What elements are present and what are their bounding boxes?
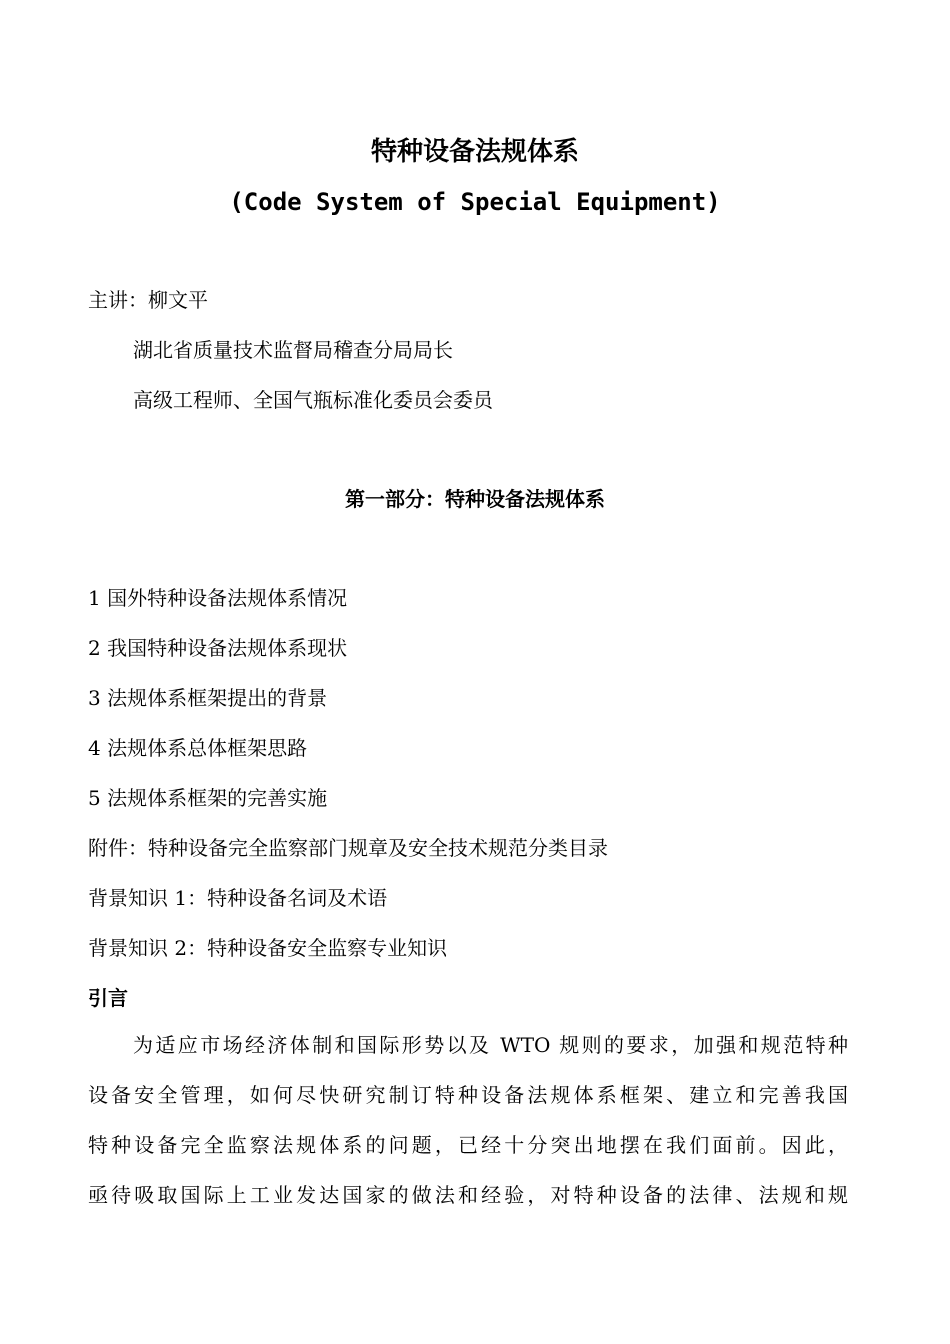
toc-item: 1 国外特种设备法规体系情况 — [88, 586, 348, 610]
toc-item: 5 法规体系框架的完善实施 — [88, 786, 328, 810]
toc-item: 背景知识 1：特种设备名词及术语 — [88, 886, 388, 910]
speaker-position-2: 高级工程师、全国气瓶标准化委员会委员 — [133, 388, 493, 412]
toc-item: 附件：特种设备完全监察部门规章及安全技术规范分类目录 — [88, 836, 608, 860]
intro-line: 为适应市场经济体制和国际形势以及 WTO 规则的要求，加强和规范特种 — [133, 1033, 848, 1057]
toc-item: 4 法规体系总体框架思路 — [88, 736, 308, 760]
toc-item: 2 我国特种设备法规体系现状 — [88, 636, 348, 660]
speaker-position-1: 湖北省质量技术监督局稽查分局局长 — [133, 338, 453, 362]
speaker-line: 主讲：柳文平 — [88, 288, 208, 312]
toc-item: 3 法规体系框架提出的背景 — [88, 686, 328, 710]
section-heading: 第一部分：特种设备法规体系 — [345, 487, 605, 511]
document-title: 特种设备法规体系 — [370, 137, 579, 167]
intro-paragraph — [88, 1030, 848, 1230]
document-subtitle: (Code System of Special Equipment) — [229, 188, 721, 216]
intro-line: 设备安全管理，如何尽快研究制订特种设备法规体系框架、建立和完善我国 — [88, 1083, 848, 1107]
intro-line: 特种设备完全监察法规体系的问题，已经十分突出地摆在我们面前。因此， — [88, 1133, 848, 1157]
intro-heading: 引言 — [88, 986, 128, 1010]
toc-item: 背景知识 2：特种设备安全监察专业知识 — [88, 936, 448, 960]
intro-line: 亟待吸取国际上工业发达国家的做法和经验，对特种设备的法律、法规和规 — [88, 1183, 848, 1207]
